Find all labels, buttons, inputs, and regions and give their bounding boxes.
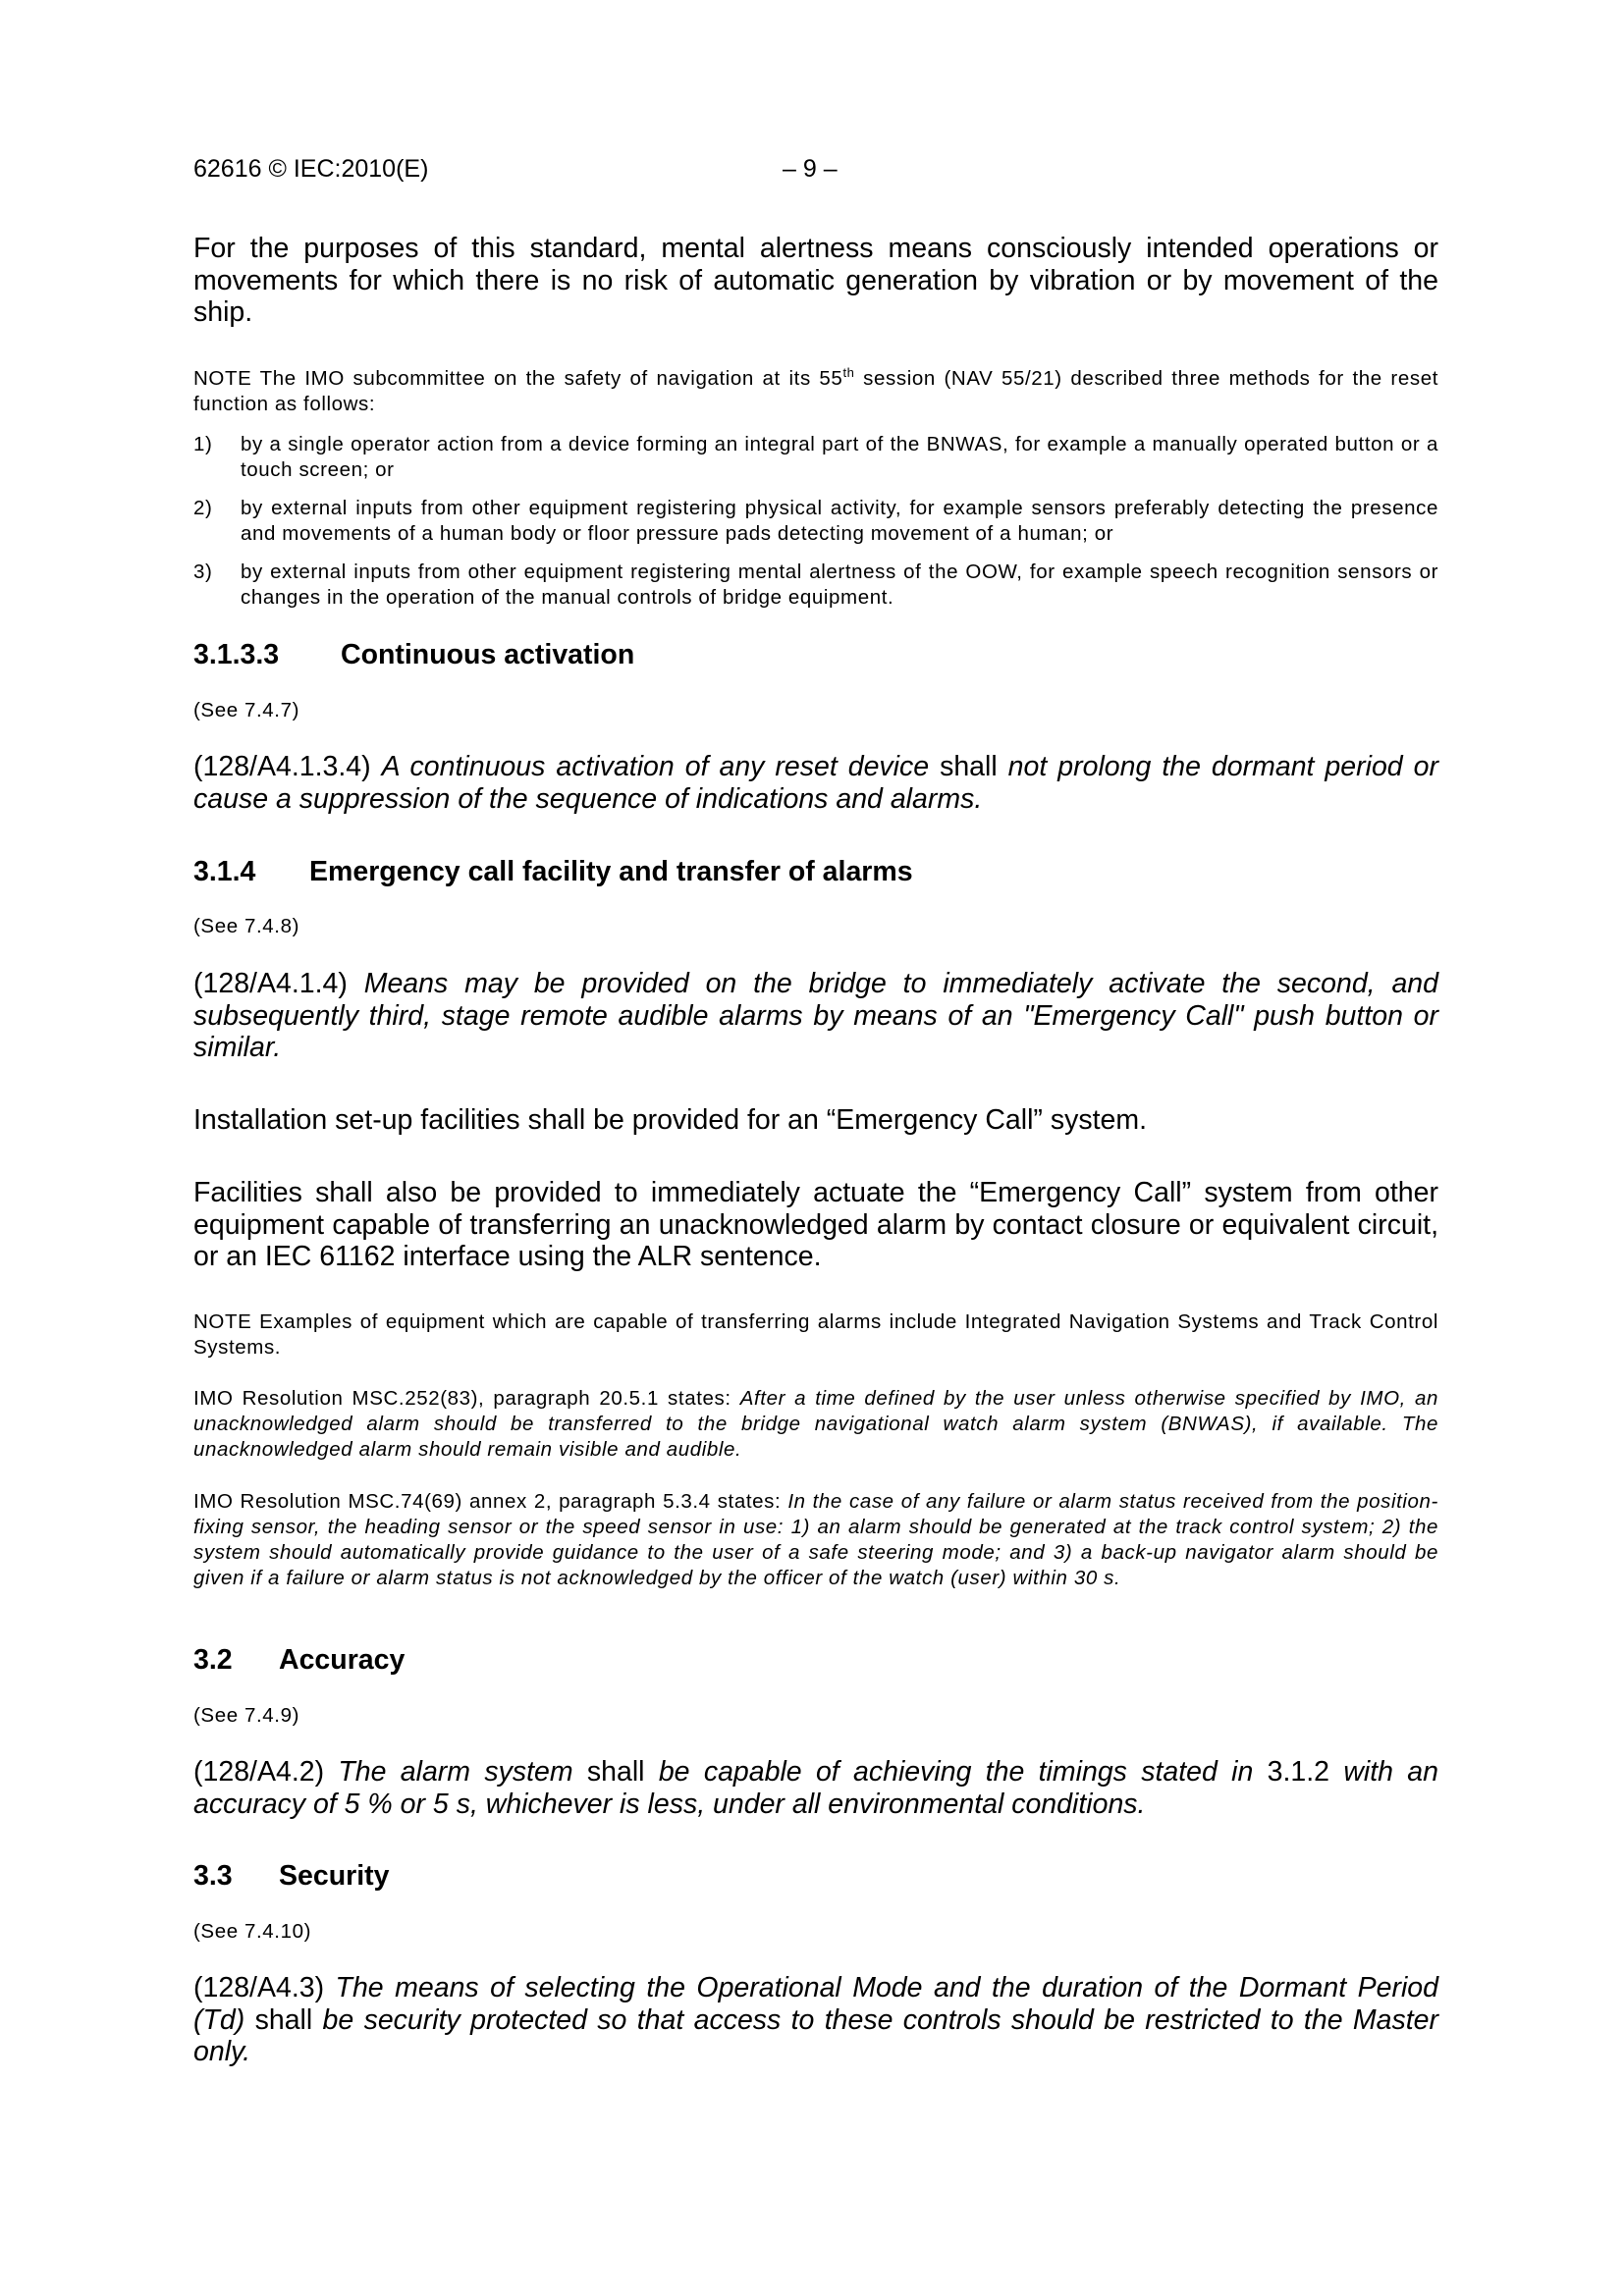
list-item-number: 1) [193, 433, 213, 455]
imo-quote-text: In the case of any failure or alarm status received from the position-fixing sensor, the heading sensor or the speed sensor in use: 1) an alarm should be generated at the track control system; 2) the system should automatically provide guidance to the user of a safe steering mode; and 3) a back-up navigator alarm should be given if a failure or alarm status is not acknowledged by the officer of the watch (user) within 30 s. [193, 1490, 1438, 1589]
list-item-text: by external inputs from other equipment registering physical activity, for example sensors preferably detecting the presence and movements of a human body or floor pressure pads detecting movement of a human; or [241, 497, 1438, 545]
requirement-text: be security protected so that access to these controls should be restricted to the Master only. [193, 2003, 1438, 2067]
requirement-paragraph [193, 1972, 1438, 2068]
note-superscript: th [842, 365, 855, 381]
requirement-paragraph [193, 751, 1438, 815]
intro-paragraph: For the purposes of this standard, mental alertness means consciously intended operations or movements for which there is no risk of automatic generation by vibration or by movement of the ship. [193, 233, 1438, 328]
section-heading-3-2 [193, 1644, 1438, 1676]
list-item-text: by a single operator action from a device forming an integral part of the BNWAS, for example a manually operated button or a touch screen; or [241, 433, 1438, 481]
requirement-text: The means of selecting the Operational Mode and the duration of the Dormant Period (Td) [193, 1972, 1438, 2036]
imo-quote-lead: IMO Resolution MSC.252(83), paragraph 20.5.1 states: [193, 1387, 740, 1410]
imo-quote-paragraph [193, 1386, 1438, 1463]
list-item [193, 432, 1438, 483]
requirement-text: Means may be provided on the bridge to immediately activate the second, and subsequently third, stage remote audible alarms by means of an "Emergency Call" push button or similar. [193, 968, 1439, 1063]
body-paragraph: Installation set-up facilities shall be provided for an “Emergency Call” system. [193, 1104, 1148, 1136]
clause-reference: 3.1.2 [1253, 1756, 1344, 1788]
imo-quote-paragraph [193, 1489, 1438, 1591]
body-paragraph: Facilities shall also be provided to immediately actuate the “Emergency Call” system from other equipment capable of transferring an unacknowledged alarm by contact closure or equivalent circuit, or an IEC 61162 interface using the ALR sentence. [193, 1177, 1438, 1272]
section-number: 3.1.3.3 [193, 639, 280, 670]
requirement-ref: (128/A4.3) [193, 1972, 336, 2003]
note-lead: NOTE The IMO subcommittee on the safety of navigation at its 55 [193, 367, 843, 390]
section-heading-3-1-4 [193, 856, 1438, 887]
page-number: – 9 – [783, 155, 838, 183]
see-reference: (See 7.4.9) [193, 1704, 300, 1727]
requirement-text: not prolong the dormant period or cause a suppression of the sequence of indications and alarms. [193, 751, 1438, 815]
requirement-text: with an accuracy of 5 % or 5 s, whichever is less, under all environmental conditions. [193, 1756, 1438, 1820]
see-reference: (See 7.4.10) [193, 1920, 312, 1943]
note-reset-methods [193, 366, 1438, 417]
shall-keyword: shall [929, 751, 1008, 782]
requirement-paragraph [193, 968, 1438, 1064]
list-item-number: 2) [193, 497, 213, 519]
section-title: Accuracy [279, 1644, 406, 1676]
note-paragraph: NOTE Examples of equipment which are capable of transferring alarms include Integrated Navigation Systems and Track Control Systems. [193, 1310, 1438, 1359]
list-item [193, 496, 1438, 547]
requirement-ref: (128/A4.2) [193, 1756, 339, 1788]
section-number: 3.2 [193, 1644, 233, 1676]
list-item-text: by external inputs from other equipment registering mental alertness of the OOW, for example speech recognition sensors or changes in the operation of the manual controls of bridge equipment. [241, 561, 1438, 609]
requirement-text: be capable of achieving the timings stated in [658, 1756, 1254, 1788]
requirement-text: A continuous activation of any reset device [381, 751, 930, 782]
see-reference: (See 7.4.8) [193, 915, 300, 937]
section-number: 3.1.4 [193, 856, 256, 887]
requirement-ref: (128/A4.1.3.4) [193, 751, 382, 782]
requirement-text: The alarm system [338, 1756, 573, 1788]
section-title: Emergency call facility and transfer of alarms [309, 856, 913, 887]
list-item [193, 560, 1438, 611]
note-tail: session (NAV 55/21) described three methods for the reset function as follows: [193, 367, 1439, 415]
see-reference: (See 7.4.7) [193, 699, 300, 721]
imo-quote-lead: IMO Resolution MSC.74(69) annex 2, paragraph 5.3.4 states: [193, 1490, 788, 1513]
section-number: 3.3 [193, 1860, 233, 1892]
shall-keyword: shall [244, 2003, 323, 2036]
document-reference: 62616 © IEC:2010(E) [193, 155, 429, 183]
shall-keyword: shall [572, 1756, 659, 1788]
section-title: Security [279, 1860, 390, 1892]
requirement-ref: (128/A4.1.4) [193, 968, 364, 999]
imo-quote-text: After a time defined by the user unless otherwise specified by IMO, an unacknowledged alarm should be transferred to the bridge navigational watch alarm system (BNWAS), if available. The unacknowledged alarm should remain visible and audible. [193, 1387, 1438, 1461]
section-heading-3-1-3-3 [193, 639, 1438, 670]
section-title: Continuous activation [341, 639, 635, 670]
requirement-paragraph [193, 1756, 1438, 1820]
section-heading-3-3 [193, 1860, 1438, 1892]
list-item-number: 3) [193, 561, 213, 583]
